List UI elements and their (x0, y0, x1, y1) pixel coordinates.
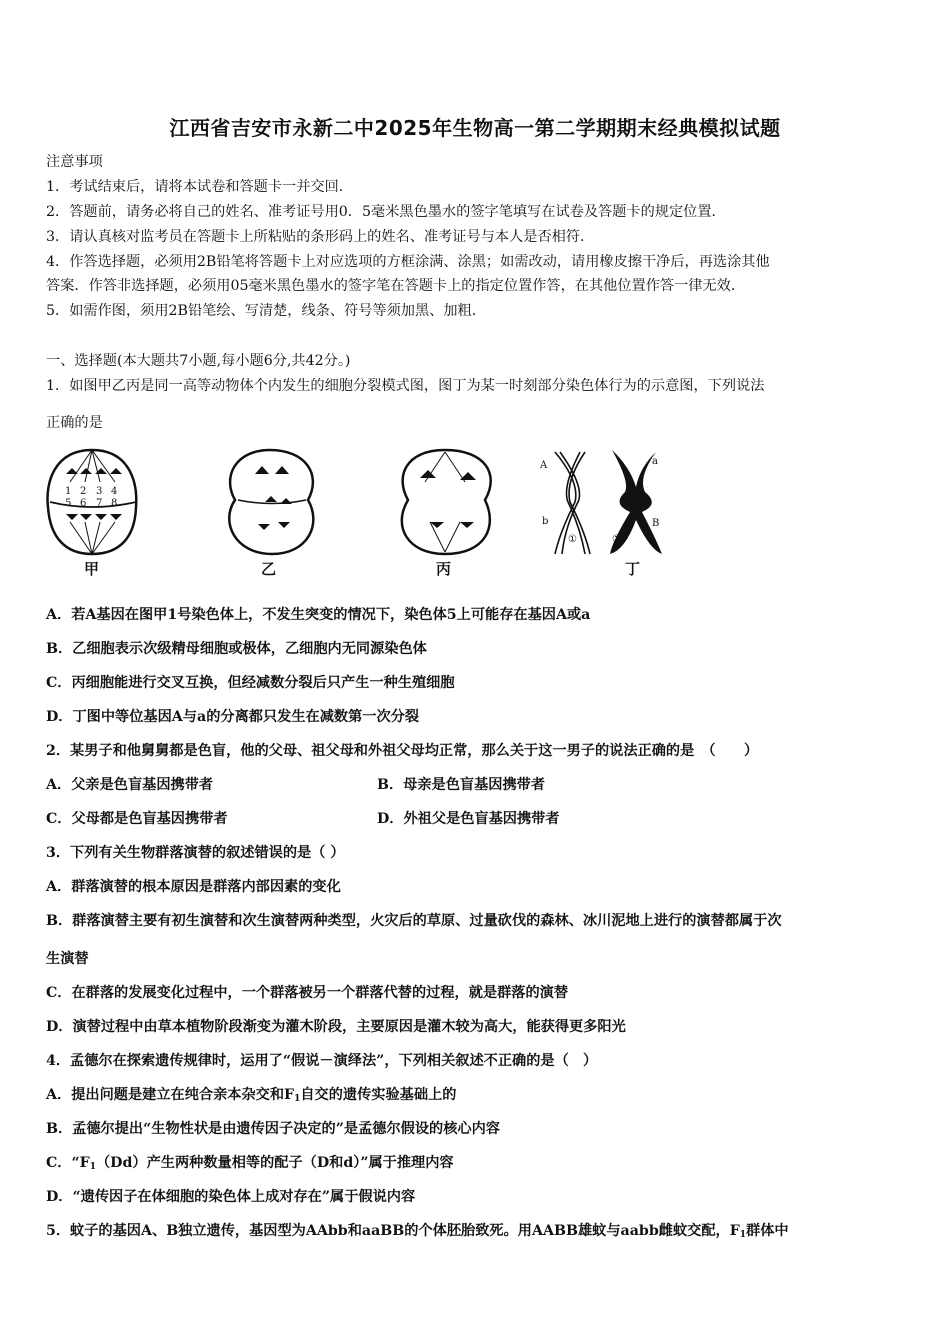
question-3-option-b: B．群落演替主要有初生演替和次生演替两种类型，火灾后的草原、过量砍伐的森林、冰川泥地上进行的演替都属于次 (46, 913, 782, 929)
figure-label-ding: 丁 (625, 560, 641, 578)
notice-item: 1．考试结束后，请将本试卷和答题卡一并交回． (46, 179, 353, 195)
question-1-option-d: D．丁图中等位基因A与a的分离都只发生在减数第一次分裂 (46, 709, 420, 725)
gene-label: B (652, 518, 660, 529)
notice-item: 4．作答选择题，必须用2B铅笔将答题卡上对应选项的方框涂满、涂黑；如需改动，请用橡皮擦干净后，再选涂其他 (46, 254, 770, 270)
chromosome-number: 2 (80, 486, 87, 497)
chromosome-number: 8 (111, 498, 118, 509)
section-heading: 一、选择题(本大题共7小题,每小题6分,共42分。) (46, 353, 351, 369)
cell-division-figures (40, 442, 680, 582)
question-1-stem-cont: 正确的是 (46, 415, 103, 431)
question-2-row-1 (46, 775, 916, 795)
question-3-option-a: A．群落演替的根本原因是群落内部因素的变化 (46, 879, 341, 895)
chromosome-number: 4 (111, 486, 118, 497)
figure-label-jia: 甲 (84, 560, 100, 578)
gene-label: a (652, 456, 658, 467)
chromosome-number: 3 (96, 486, 103, 497)
question-3-option-c: C．在群落的发展变化过程中，一个群落被另一个群落代替的过程，就是群落的演替 (46, 985, 569, 1001)
question-3-option-d: D．演替过程中由草本植物阶段渐变为灌木阶段，主要原因是灌木较为高大，能获得更多阳光 (46, 1019, 626, 1035)
question-4-option-a: A．提出问题是建立在纯合亲本杂交和$F_1$自交的遗传实验基础上的 (46, 1087, 457, 1104)
chromosome-number: 7 (96, 498, 103, 509)
notice-heading: 注意事项 (46, 154, 103, 170)
chromosome-number: 1 (65, 486, 72, 497)
question-1-option-b: B．乙细胞表示次级精母细胞或极体，乙细胞内无同源染色体 (46, 641, 427, 657)
question-2-option-a: A．父亲是色盲基因携带者 (46, 777, 214, 793)
chromosome-marker: ① (568, 534, 577, 545)
notice-item: 答案．作答非选择题，必须用05毫米黑色墨水的签字笔在答题卡上的指定位置作答，在其他位置作答一律无效． (46, 278, 746, 294)
notice-item: 2．答题前，请务必将自己的姓名、准考证号用0．5毫米黑色墨水的签字笔填写在试卷及答题卡的规定位置． (46, 204, 726, 220)
question-2-stem: 2．某男子和他舅舅都是色盲，他的父母、祖父母和外祖父母均正常，那么关于这一男子的说法正确的是 （ ） (46, 743, 759, 759)
question-1-option-a: A．若A基因在图甲1号染色体上，不发生突变的情况下，染色体5上可能存在基因A或a (46, 607, 591, 623)
question-5-stem: 5．蚊子的基因A、B独立遗传，基因型为AAbb和aaBB的个体胚胎致死。用AABB雄蚊与aabb雌蚊交配，$F_1$群体中 (46, 1223, 789, 1240)
question-4-option-b: B．孟德尔提出“生物性状是由遗传因子决定的”是孟德尔假设的核心内容 (46, 1121, 500, 1137)
question-2-option-b: B．母亲是色盲基因携带者 (377, 777, 546, 793)
cell-division-diagram (40, 442, 680, 582)
question-4-option-c: C．“$F_1(Dd)$产生两种数量相等的配子（D和d）”属于推理内容 (46, 1155, 454, 1172)
question-3-option-b-cont: 生演替 (46, 951, 89, 967)
page-title: 江西省吉安市永新二中2025年生物高一第二学期期末经典模拟试题 (169, 116, 781, 140)
question-2-option-d: D．外祖父是色盲基因携带者 (377, 811, 560, 827)
question-4-stem: 4．孟德尔在探索遗传规律时，运用了“假说－演绎法”，下列相关叙述不正确的是（ ） (46, 1053, 598, 1069)
chromosome-number: 6 (80, 498, 87, 509)
question-2-row-2 (46, 809, 916, 829)
notice-item: 3．请认真核对监考员在答题卡上所粘贴的条形码上的姓名、准考证号与本人是否相符． (46, 229, 595, 245)
question-3-stem: 3．下列有关生物群落演替的叙述错误的是（ ） (46, 845, 345, 861)
figure-label-yi: 乙 (261, 560, 277, 578)
question-1-option-c: C．丙细胞能进行交叉互换，但经减数分裂后只产生一种生殖细胞 (46, 675, 455, 691)
cell-jia-outline (48, 450, 137, 554)
gene-label: b (542, 516, 549, 527)
question-4-option-d: D．“遗传因子在体细胞的染色体上成对存在”属于假说内容 (46, 1189, 416, 1205)
chromosome-marker: ② (612, 534, 621, 545)
notice-item: 5．如需作图，须用2B铅笔绘、写清楚，线条、符号等须加黑、加粗． (46, 303, 486, 319)
gene-label: A (540, 460, 548, 471)
cell-bing-outline (402, 450, 491, 554)
question-1-stem: 1．如图甲乙丙是同一高等动物体个内发生的细胞分裂模式图，图丁为某一时刻部分染色体行为的示意图，下列说法 (46, 378, 765, 394)
figure-label-bing: 丙 (436, 560, 452, 578)
question-2-option-c: C．父母都是色盲基因携带者 (46, 811, 228, 827)
chromosome-number: 5 (65, 498, 72, 509)
